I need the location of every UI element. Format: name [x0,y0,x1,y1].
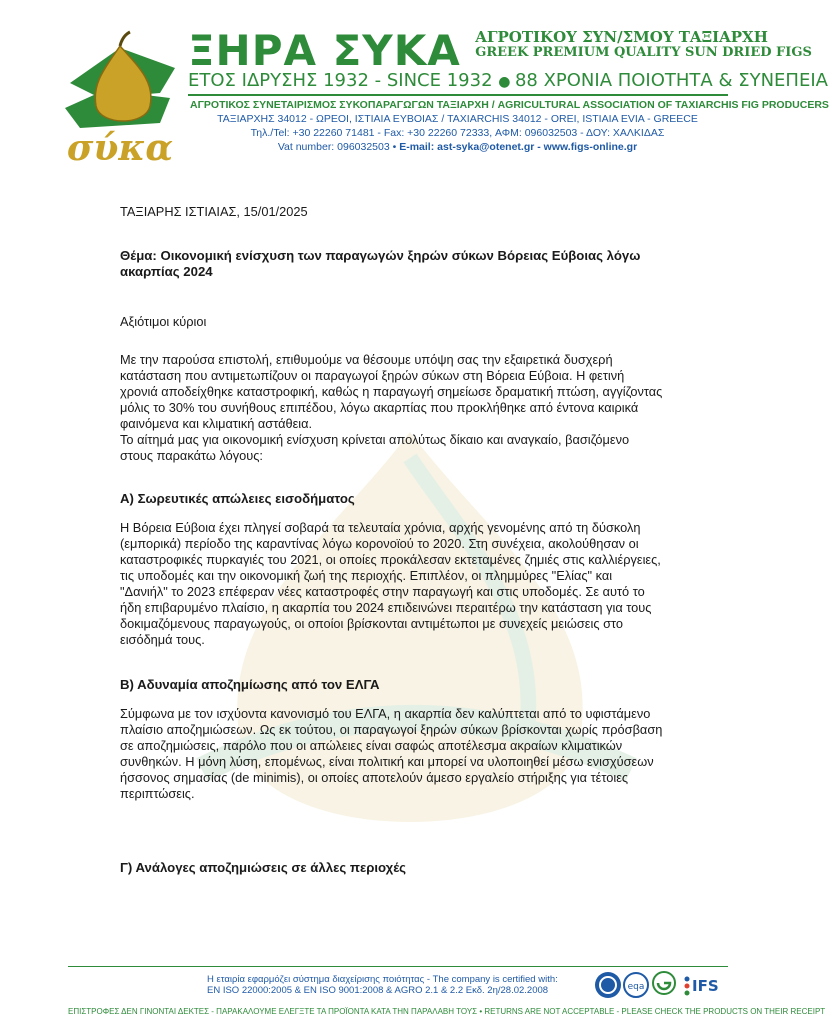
intro-line: Με την παρούσα επιστολή, επιθυμούμε να θέσουμε υπόψη σας την εξαιρετικά δυσχερή [120,352,613,367]
section-b-line: σε αποζημιώσεις, παρόλο που οι απώλειες είναι σαφώς αποτέλεσμα ακραίων κλιματικών [120,738,623,753]
section-c-title: Γ) Ανάλογες αποζημιώσεις σε άλλες περιοχές [120,860,407,875]
intro-line: μόλις το 30% του συνήθους επιπέδου, λόγω ακαρπίας που προκλήθηκε από έντονα καιρικά [120,400,639,415]
section-a-line: ήδη επιβαρυμένο πλαίσιο, η ακαρπία του 2024 επιδεινώνει περαιτέρω την κατάσταση για τους [120,600,652,615]
section-a-line: (εμπορικά) περίοδο της καραντίνας λόγω κορονοϊού το 2020. Στη συνέχεια, ακολούθησαν οι [120,536,639,551]
section-a-title: Α) Σωρευτικές απώλειες εισοδήματος [120,491,355,506]
section-a-line: τις υποδομές και την οικονομική ζωή της περιοχής. Επιπλέον, οι πλημμύρες "Ελίας" και [120,568,613,583]
intro-line: κατάσταση που αντιμετωπίζουν οι παραγωγοί ξηρών σύκων στη Βόρεια Εύβοια. Η φετινή [120,368,625,383]
intro-line: φαινόμενα και κλιματική αστάθεια. [120,416,313,431]
section-b-line: συνθηκών. Η μόνη λύση, επομένως, είναι πολιτική και μπορεί να υλοποιηθεί μέσω ενισχύσεων [120,754,654,769]
eqa-badge-icon [624,973,648,997]
association-name: ΑΓΡΟΤΙΚΟΣ ΣΥΝΕΤΑΙΡΙΣΜΟΣ ΣΥΚΟΠΑΡΑΓΩΓΩΝ ΤΑΞΙΑΡΧΗ / AGRICULTURAL ASSOCIATION OF TAXIARCHIS FIG PRODUCERS [190,99,829,111]
section-a-line: Η Βόρεια Εύβοια έχει πληγεί σοβαρά τα τελευταία χρόνια, αρχής γενομένης από τη δύσκολη [120,520,641,535]
vat-email-line [190,141,725,153]
intro-line: στους παρακάτω λόγους: [120,448,263,463]
cert-line-2: EN ISO 22000:2005 & EN ISO 9001:2008 & AGRO 2.1 & 2.2 Εκδ. 2η/28.02.2008 [207,985,549,996]
section-a-line: "Δανιήλ" το 2023 επέφεραν νέες καταστροφές στην παραγωγή και στις υποδομές. Σε αυτό το [120,584,645,599]
g-badge-icon [653,972,675,994]
subject-line-2: ακαρπίας 2024 [120,264,213,279]
place-date: ΤΑΞΙΑΡΗΣ ΙΣΤΙΑΙΑΣ, 15/01/2025 [120,204,308,219]
section-a-line: εισόδημά τους. [120,632,205,647]
ifs-badge-text: IFS [692,977,719,995]
logo-wordmark: σύκα [66,127,174,169]
cert-line-1: Η εταιρία εφαρμόζει σύστημα διαχείρισης ποιότητας - The company is certified with: [207,974,558,985]
returns-notice: ΕΠΙΣΤΡΟΦΕΣ ΔΕΝ ΓΙΝΟΝΤΑΙ ΔΕΚΤΕΣ - ΠΑΡΑΚΑΛΟΥΜΕ ΕΛΕΓΞΤΕ ΤΑ ΠΡΟΪΟΝΤΑ ΚΑΤΑ ΤΗΝ ΠΑΡΑΛΑΒΗ ΤΟΥΣ • RETURNS ARE NOT ACCEPTABLE - PLEASE CHECK THE PRODUCTS ON THEIR RECEIPT [68,1007,826,1016]
brand-tagline [188,70,828,91]
quality-line: 88 ΧΡΟΝΙΑ ΠΟΙΟΤΗΤΑ & ΣΥΝΕΠΕΙΑ [514,70,828,91]
section-a-line: καταστροφικές πυρκαγιές του 2021, οι οποίες προκάλεσαν εκτεταμένες ζημιές στις καλλιέργειες, [120,552,661,567]
section-b-line: πλαίσιο αποζημιώσεων. Ως εκ τούτου, οι παραγωγοί ξηρών σύκων βρίσκονται χωρίς πρόσβαση [120,722,663,737]
certification-text [207,974,587,996]
brand-title: ΞΗΡΑ ΣΥΚΑ [188,26,461,75]
subject-line-1: Θέμα: Οικονομική ενίσχυση των παραγωγών ξηρών σύκων Βόρειας Εύβοιας λόγω [120,248,641,263]
header-divider [188,94,728,96]
company-logo [60,28,180,168]
brand-subtitle-english: GREEK PREMIUM QUALITY SUN DRIED FIGS [475,45,812,60]
section-b-line: περιπτώσεις. [120,786,195,801]
section-b-line: Σύμφωνα με τον ισχύοντα κανονισμό του ΕΛΓΑ, η ακαρπία δεν καλύπτεται από το υφιστάμενο [120,706,651,721]
bullet-dot: ● [498,74,515,90]
email-web-link[interactable]: E-mail: ast-syka@otenet.gr - www.figs-online.gr [399,141,638,153]
phone-line: Τηλ./Tel: +30 22260 71481 - Fax: +30 22260 72333, ΑΦΜ: 096032503 - ΔΟΥ: ΧΑΛΚΙΔΑΣ [250,127,665,139]
iso-badge-icon [595,972,621,998]
address-line: ΤΑΞΙΑΡΧΗΣ 34012 - ΩΡΕΟΙ, ΙΣΤΙΑΙΑ ΕΥΒΟΙΑΣ / TAXIARCHIS 34012 - OREI, ISTIAIA EVIA - GREECE [217,113,698,125]
brand-header [188,26,812,75]
intro-line: χρονιά αποδείχθηκε καταστροφική, καθώς η παραγωγή σημείωσε δραματική πτώση, αγγίζοντας [120,384,663,399]
intro-line: Το αίτημά μας για οικονομική ενίσχυση κρίνεται απολύτως δίκαιο και αναγκαίο, βασιζόμενο [120,432,630,447]
vat-number: Vat number: 096032503 • [277,141,397,153]
section-b-line: ήσσονος σημασίας (de minimis), οι οποίες αποτελούν άμεσο εργαλείο στήριξης για τέτοιες [120,770,629,785]
founded-line: ΕΤΟΣ ΙΔΡΥΣΗΣ 1932 - SINCE 1932 [188,70,493,91]
section-a-line: δοκιμαζόμενους παραγωγούς, οι οποίοι βρίσκονται αντιμέτωποι με συνεχείς μειώσεις στο [120,616,623,631]
brand-subtitle-block [475,30,812,60]
section-b-title: Β) Αδυναμία αποζημίωσης από τον ΕΛΓΑ [120,677,380,692]
eqa-badge-text: eqa [627,982,645,992]
ifs-badge-icon [685,977,719,996]
footer-divider [68,966,728,967]
salutation: Αξιότιμοι κύριοι [120,314,207,329]
certification-badges [594,970,725,1002]
brand-subtitle-greek: ΑΓΡΟΤΙΚΟΥ ΣΥΝ/ΣΜΟΥ ΤΑΞΙΑΡΧΗ [475,28,768,46]
